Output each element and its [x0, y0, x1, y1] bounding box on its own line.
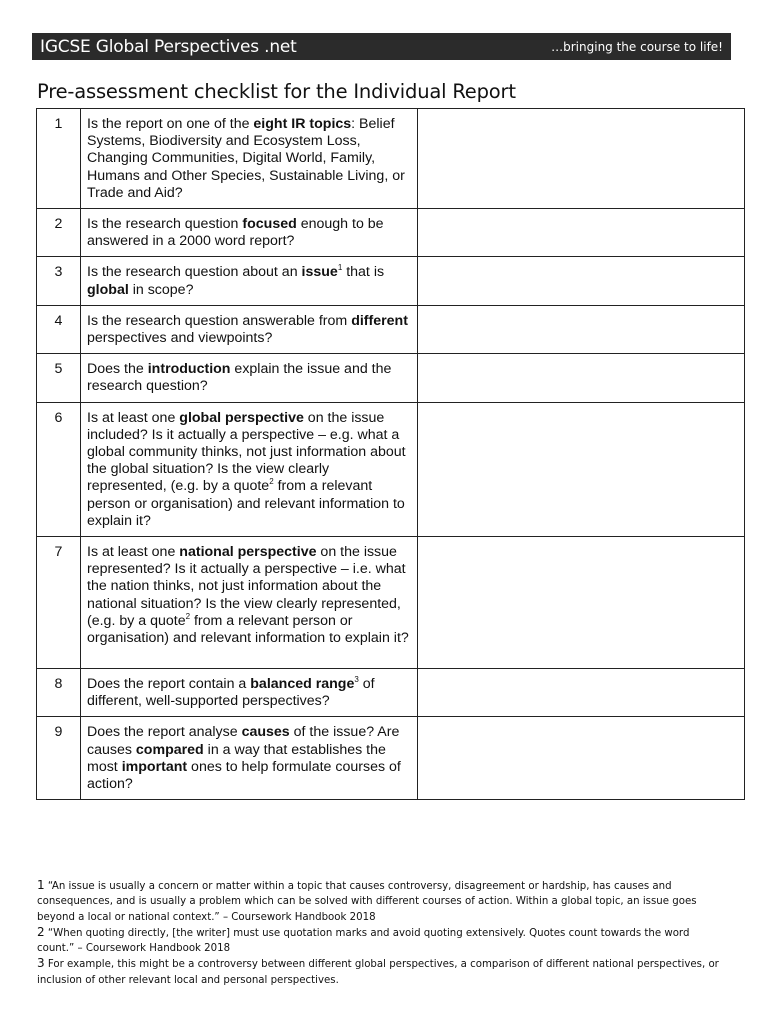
row-question: [81, 209, 418, 257]
footnote-text: “An issue is usually a concern or matter within a topic that causes controversy, disagreement or hardship, has causes and consequences, and is usually a problem which can be solved with different courses of action. Within a global topic, an issue goes beyond a local or national context.” – Coursework Handbook 2018: [37, 881, 697, 923]
question-text: Is at least one: [87, 409, 180, 426]
row-answer-cell[interactable]: [418, 257, 745, 305]
checklist-row: [37, 257, 745, 305]
checklist-row: [37, 209, 745, 257]
emphasis-text: balanced range: [250, 676, 355, 693]
question-text: Is at least one: [87, 544, 180, 561]
question-text: Is the research question: [87, 216, 243, 233]
footnote-ref: 3: [354, 675, 359, 685]
question-text: on the issue included? Is it actually a perspective – e.g. what a global community thinks, not just information about the global situation? Is the view clearly represented, (e.g. by a quote: [87, 409, 406, 495]
row-question: [81, 257, 418, 305]
footnote-ref: 2: [269, 477, 274, 487]
emphasis-text: compared: [135, 741, 204, 758]
question-text: Does the: [87, 361, 148, 378]
footnote-ref: 1: [337, 263, 343, 273]
checklist-row: [37, 402, 745, 536]
checklist-row: [37, 669, 745, 717]
emphasis-text: important: [121, 758, 188, 775]
row-number: 7: [37, 537, 81, 669]
question-text: perspectives and viewpoints?: [87, 330, 273, 347]
question-text: enough to be answered in a 2000 word report?: [87, 216, 384, 250]
question-text: in scope?: [128, 281, 194, 298]
row-number: 1: [37, 109, 81, 209]
emphasis-text: global: [87, 281, 129, 298]
row-number: 8: [37, 669, 81, 717]
row-number: 2: [37, 209, 81, 257]
row-answer-cell[interactable]: [418, 209, 745, 257]
question-text: Does the report contain a: [87, 676, 251, 693]
question-text: that is: [342, 264, 385, 281]
row-question: [81, 537, 418, 669]
site-name: IGCSE Global Perspectives .net: [40, 36, 297, 57]
row-question: [81, 305, 418, 353]
checklist-table: [36, 108, 745, 800]
footnote: [37, 956, 727, 988]
site-tagline: …bringing the course to life!: [551, 39, 723, 54]
row-number: 9: [37, 717, 81, 800]
checklist-row: [37, 305, 745, 353]
row-answer-cell[interactable]: [418, 537, 745, 669]
question-text: from a relevant person or organisation) and relevant information to explain it?: [87, 478, 405, 529]
footnote-text: “When quoting directly, [the writer] must use quotation marks and avoid quoting extensively. Quotes count towards the word count.” – Coursework Handbook 2018: [37, 927, 690, 955]
checklist-row: [37, 354, 745, 402]
row-question: [81, 402, 418, 536]
row-answer-cell[interactable]: [418, 402, 745, 536]
emphasis-text: eight IR topics: [253, 116, 352, 132]
footnote-ref: 2: [185, 611, 191, 621]
row-number: 4: [37, 305, 81, 353]
row-number: 6: [37, 402, 81, 536]
emphasis-text: causes: [241, 724, 290, 741]
emphasis-text: focused: [242, 216, 297, 233]
emphasis-text: different: [351, 312, 408, 329]
question-text: Is the research question about an: [87, 264, 302, 281]
footnote-number: 2: [37, 924, 45, 939]
checklist-row: [37, 717, 745, 800]
question-text: ones to help formulate courses of action?: [87, 758, 401, 793]
row-number: 3: [37, 257, 81, 305]
question-text: in a way that establishes the most: [87, 741, 386, 775]
question-text: explain the issue and the research question?: [87, 361, 392, 395]
question-text: : Belief Systems, Biodiversity and Ecosystem Loss, Changing Communities, Digital World, Family, Humans and Other Species, Sustainable Living, or Trade and Aid?: [87, 116, 405, 201]
footnote-number: 3: [37, 956, 45, 971]
row-question: [81, 669, 418, 717]
emphasis-text: issue: [301, 264, 338, 281]
question-text: Does the report analyse: [87, 724, 242, 741]
emphasis-text: introduction: [147, 361, 231, 378]
footnote-number: 1: [37, 878, 45, 892]
question-text: on the issue represented? Is it actually a perspective – i.e. what the nation thinks, not just information about the national situation? Is the view clearly represented, (e.g. by a quote: [87, 544, 406, 629]
row-question: [81, 717, 418, 800]
footnotes: [37, 878, 727, 988]
row-answer-cell[interactable]: [418, 669, 745, 717]
checklist-row: [37, 537, 745, 669]
question-text: Is the report on one of the: [87, 116, 254, 132]
row-question: [81, 354, 418, 402]
question-text: from a relevant person or organisation) and relevant information to explain it?: [87, 612, 409, 647]
row-answer-cell[interactable]: [418, 305, 745, 353]
question-text: of the issue? Are causes: [87, 724, 400, 758]
question-text: of different, well-supported perspectives?: [87, 676, 375, 710]
site-banner: [32, 33, 731, 60]
row-answer-cell[interactable]: [418, 109, 745, 209]
row-question: [81, 109, 418, 209]
row-number: 5: [37, 354, 81, 402]
checklist-row: [37, 109, 745, 209]
row-answer-cell[interactable]: [418, 354, 745, 402]
row-answer-cell[interactable]: [418, 717, 745, 800]
footnote: [37, 925, 727, 957]
footnote: [37, 878, 727, 925]
question-text: Is the research question answerable from: [87, 312, 352, 329]
emphasis-text: global perspective: [179, 409, 304, 426]
footnote-text: For example, this might be a controversy between different global perspectives, a comparison of different national perspectives, or inclusion of other relevant local and personal perspectives.: [37, 959, 719, 986]
page-title: Pre-assessment checklist for the Individual Report: [37, 80, 516, 103]
emphasis-text: national perspective: [179, 544, 317, 561]
